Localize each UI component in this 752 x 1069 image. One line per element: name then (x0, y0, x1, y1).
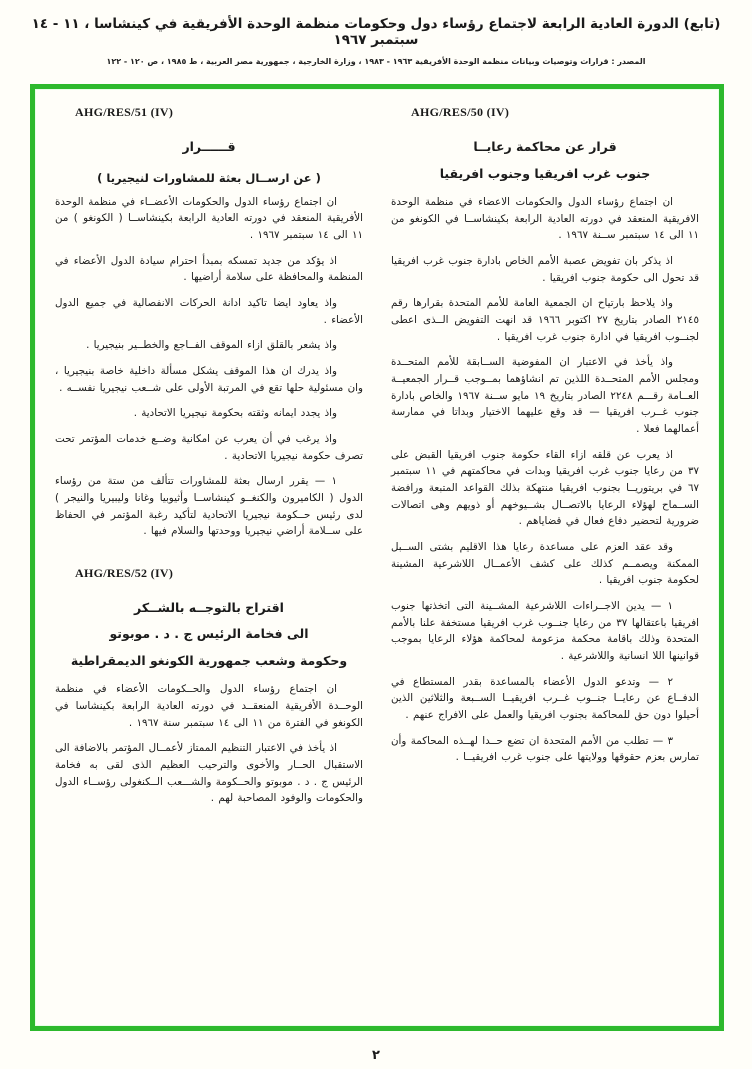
resolution-50-title-line2: جنوب غرب افريقيا وجنوب افريقيا (439, 165, 651, 181)
numbered-item-1: ١ — يقرر ارسال بعثة للمشاورات تتألف من ستة من رؤساء الدول ( الكاميرون والكنغــو كينشاســا وأثيوبيا وغانا وليبيريا والنيجر ) لدى رئيس حــكومة نيجيريا الاتحادية لتأكيد رغبة المؤتمر في الحفاظ على ســلامة أراضي نيجيريا ووحدتها والسلام فيها . (55, 475, 363, 538)
resolution-code-52: AHG/RES/52 (IV) (75, 565, 174, 580)
resolution-code-50: AHG/RES/50 (IV) (411, 105, 510, 119)
paragraph: وقد عقد العزم على مساعدة رعايا هذا الاقليم بشتى الســبل الممكنة ويصمــم كذلك على كشف الأعمــال اللاشرعية المشينة لحكومة جنوب افريقيا . (391, 541, 699, 587)
paragraph: واذ يرغب في أن يعرب عن امكانية وضــع خدمات المؤتمر تحت تصرف حكومة نيجيريا الاتحادية . (55, 432, 363, 462)
column-left-res51-res52 (55, 103, 363, 1016)
numbered-item-2: ٢ — وتدعو الدول الأعضاء بالمساعدة بقدر المستطاع في الدفــاع عن رعايــا جنــوب غــرب افريقيــا الســبعة والثلاثين الذين أحيلوا دون حق للمحاكمة بجنوب افريقيا والعمل على الافراج عنهم . (391, 675, 699, 722)
resolution-code-51: AHG/RES/51 (IV) (75, 105, 174, 119)
header-source-line: المصدر : قرارات وتوصيات وبيانات منظمة الوحدة الأفريقية ١٩٦٣ - ١٩٨٣ ، وزارة الخارجية ، جمهورية مصر العربية ، ط ١٩٨٥ ، ص ١٢٠ - ١٢٢ (106, 57, 646, 66)
green-border-frame (30, 84, 724, 1031)
resolution-51-title: قــــــرار (182, 139, 236, 154)
resolution-50-title-line1: قرار عن محاكمة رعايــا (473, 139, 617, 154)
numbered-item-1: ١ — يدين الاجــراءات اللاشرعية المشــينة التى اتخذتها جنوب افريقيا باعتقالها ٣٧ من رعايا جنــوب غرب افريقيا مستخفة علنا بالأمم المتحدة وذلك باقامة محكمة مزعومة لمحاكمة هؤلاء الرعايا بموجب قوانينها اللا انسانية واللاشرعية . (391, 600, 699, 663)
resolution-52-title-line1: اقتراح بالتوجــه بالشــكر (134, 599, 284, 615)
paragraph: اذ يأخذ في الاعتبار التنظيم الممتاز لأعمــال المؤتمر بالاضافة الى الاستقبال الحــار والأخوى والترحيب العظيم الذى لقى به فخامة الرئيس ج . د . موبوتو والحــكومة والشـــعب الــكنغولى رؤســاء الدول والحكومات والوفود المصاحبة لهم . (55, 742, 363, 805)
page-header (0, 0, 752, 66)
paragraph: واذ يجدد ايمانه وثقته بحكومة نيجيريا الاتحادية . (133, 407, 337, 420)
paragraph: اذ يذكر بان تفويض عصبة الأمم الخاص بادارة جنوب غرب افريقيا قد تحول الى حكومة جنوب افريقيا . (391, 255, 699, 284)
numbered-item-3: ٣ — تطلب من الأمم المتحدة ان تضع حــدا لهــذه المحاكمة وأن تمارس بعزم حقوقها وولايتها على جنوب غرب افريقيــا . (391, 734, 699, 764)
paragraph: واذ يعاود ايضا تاكيد ادانة الحركات الانفصالية في جميع الدول الأعضاء . (55, 296, 363, 326)
page-number: ٢ (372, 1048, 380, 1063)
two-column-layout (55, 103, 699, 1016)
column-right-res50 (391, 103, 699, 1016)
resolution-51-subtitle: ( عن ارســال بعثة للمشاورات لنيجيريا ) (97, 170, 321, 185)
header-title: (تابع) الدورة العادية الرابعة لاجتماع رؤساء دول وحكومات منظمة الوحدة الأفريقية في كينشاسا ، ١١ - ١٤ سبتمبر ١٩٦٧ (31, 16, 721, 48)
paragraph: ان اجتماع رؤساء الدول والحكومات الأعضــاء في منظمة الوحدة الأفريقية المنعقد في دورته العادية الرابعة بكينشاســا ( الكونغو ) من ١١ الى ١٤ سبتمبر ١٩٦٧ . (55, 195, 363, 241)
paragraph: واذ يدرك ان هذا الموقف يشكل مسألة داخلية خاصة بنيجيريا ، وان مسئولية حلها تقع في المرتبة الأولى على شــعب نيجيريا نفســه . (55, 364, 363, 394)
paragraph: اذ يعرب عن قلقه ازاء القاء حكومة جنوب افريقيا القبض على ٣٧ من رعايا جنوب غرب افريقيا وبدات في محاكمتهم في ١١ سبتمبر ٦٧ في بريتوريــا بجنوب افريقيا منتهكة بذلك القواعد المتبعة ورافضة الســماح لهؤلاء الرعايا بالاتصــال بشــيوخهم أو ذويهم وهى اتصالات ضرورية لتحضير دفاع فعال في قضاياهم . (391, 448, 699, 528)
resolution-52-title-line3: وحكومة وشعب جمهورية الكونغو الديمقراطية (70, 652, 348, 668)
paragraph: واذ يشعر بالقلق ازاء الموقف الفــاجع والخطــير بنيجيريا . (86, 339, 337, 352)
paragraph: واذ يأخذ في الاعتبار ان المفوضية الســابقة للأمم المتحــدة ومجلس الأمم المتحــدة اللذين تم انشاؤهما بمــوجب قــرار الجمعيــة العــامة رقـــم ٢٢٤٨ الصادر بتاريخ ١٩ مايو ســنة ١٩٦٧ والخاص بادارة جنوب غــرب افريقيا — قد وقع عليهما الاختيار وبداتا في ممارسة أعمالهما فعلا . (391, 356, 699, 436)
resolution-52-title-line2: الى فخامة الرئيس ج . د . موبوتو (109, 626, 309, 642)
paragraph: واذ يلاحظ بارتياح ان الجمعية العامة للأمم المتحدة بقرارها رقم ٢١٤٥ الصادر بتاريخ ٢٧ اكتوبر ١٩٦٦ قد انهت التفويض الــذى اعطى لجنــوب افريقيا في ادارة جنوب غرب افريقيا . (391, 297, 699, 343)
paragraph: ان اجتماع رؤساء الدول والحــكومات الأعضاء في منظمة الوحــدة الأفريقية المنعقــد في دورته العادية الرابعة بكينشاسا في الكونغو في الفترة من ١١ الى ١٤ سبتمبر سنة ١٩٦٧ . (55, 683, 363, 729)
paragraph: ان اجتماع رؤساء الدول والحكومات الاعضاء في منظمة الوحدة الافريقية المنعقد في دورته العادية الرابعة بكينشاســا في الكونغو من ١١ الى ١٤ سبتمبر ســنة ١٩٦٧ . (391, 196, 699, 242)
paragraph: اذ يؤكد من جديد تمسكه بمبدأ احترام سيادة الدول الأعضاء في المنظمة والمحافظة على سلامة أراضيها . (55, 254, 363, 284)
